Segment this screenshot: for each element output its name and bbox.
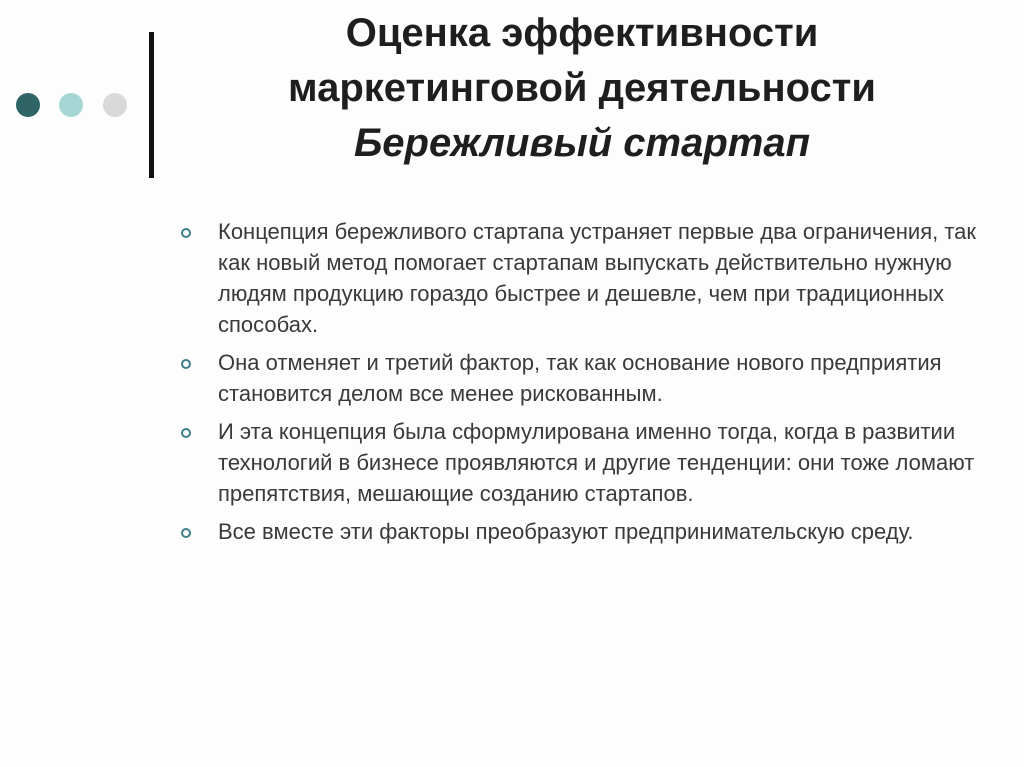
slide-title: [180, 6, 984, 171]
light-teal-dot-icon: [59, 93, 83, 117]
dark-teal-dot-icon: [16, 93, 40, 117]
vertical-divider: [149, 32, 154, 178]
hollow-circle-bullet-icon: [181, 428, 191, 438]
bullet-item: [180, 416, 980, 509]
grey-dot-icon: [103, 93, 127, 117]
bullet-list: [180, 216, 980, 547]
bullet-text: Все вместе эти факторы преобразуют предпринимательскую среду.: [218, 519, 914, 544]
hollow-circle-bullet-icon: [181, 359, 191, 369]
title-line-2: маркетинговой деятельности: [288, 66, 876, 110]
hollow-circle-bullet-icon: [181, 528, 191, 538]
bullet-text: Концепция бережливого стартапа устраняет первые два ограничения, так как новый метод помогает стартапам выпускать действительно нужную людям продукцию гораздо быстрее и дешевле, чем при традиционных способах.: [218, 219, 977, 337]
bullet-text: Она отменяет и третий фактор, так как основание нового предприятия становится делом все менее рискованным.: [218, 350, 942, 406]
bullet-item: [180, 516, 980, 547]
bullet-item: [180, 347, 980, 409]
bullet-item: [180, 216, 980, 340]
title-subtitle: Бережливый стартап: [353, 121, 811, 165]
bullet-text: И эта концепция была сформулирована именно тогда, когда в развитии технологий в бизнесе проявляются и другие тенденции: они тоже ломают препятствия, мешающие созданию стартапов.: [218, 419, 975, 506]
hollow-circle-bullet-icon: [181, 228, 191, 238]
title-line-1: Оценка эффективности: [345, 11, 819, 55]
slide-content: [180, 216, 980, 554]
